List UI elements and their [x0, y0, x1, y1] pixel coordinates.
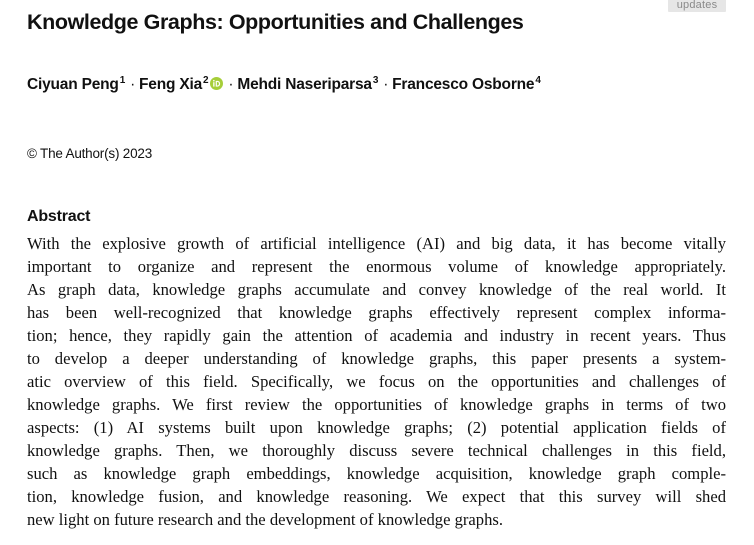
author-affiliation: 3: [372, 75, 379, 86]
check-for-updates-badge[interactable]: [668, 0, 726, 12]
abstract-line: With the explosive growth of artificial intelligence (AI) and big data, it has become vitally: [27, 234, 726, 253]
orcid-icon[interactable]: [210, 76, 223, 89]
abstract-line: knowledge graphs. Then, we thoroughly discuss severe technical challenges in this field,: [27, 441, 726, 460]
author-name[interactable]: Feng Xia: [139, 76, 203, 93]
author-name[interactable]: Francesco Osborne: [392, 76, 535, 93]
paper-title: Knowledge Graphs: Opportunities and Challenges: [27, 10, 524, 34]
abstract-line: aspects: (1) AI systems built upon knowledge graphs; (2) potential application fields of: [27, 418, 726, 437]
abstract-line: has been well-recognized that knowledge graphs effectively represent complex informa-: [27, 303, 726, 322]
abstract-line: such as knowledge graph embeddings, knowledge acquisition, knowledge graph comple-: [27, 464, 726, 483]
abstract-line: tion; hence, they rapidly gain the attention of academia and industry in recent years. Thus: [27, 326, 726, 345]
author-affiliation: 1: [119, 75, 126, 86]
abstract-line: important to organize and represent the enormous volume of knowledge appropriately.: [27, 257, 726, 276]
copyright-notice: © The Author(s) 2023: [27, 146, 153, 161]
abstract-line: to develop a deeper understanding of knowledge graphs, this paper presents a system-: [27, 349, 726, 368]
author-list: [27, 75, 541, 97]
author-separator: ·: [130, 76, 136, 93]
author-name[interactable]: Ciyuan Peng: [27, 76, 119, 93]
author-separator: ·: [228, 76, 234, 93]
abstract-line: atic overview of this field. Specifically, we focus on the opportunities and challenges of: [27, 372, 726, 391]
abstract-text: [27, 232, 726, 531]
abstract-line: tion, knowledge fusion, and knowledge reasoning. We expect that this survey will shed: [27, 487, 726, 506]
author-name[interactable]: Mehdi Naseriparsa: [237, 76, 372, 93]
updates-badge-label: updates: [676, 0, 718, 11]
abstract-line: knowledge graphs. We first review the opportunities of knowledge graphs in terms of two: [27, 395, 726, 414]
author-affiliation: 2: [203, 75, 209, 86]
author-separator: ·: [383, 76, 389, 93]
abstract-line: new light on future research and the development of knowledge graphs.: [27, 510, 503, 529]
author-affiliation: 4: [535, 75, 541, 86]
abstract-heading: Abstract: [27, 208, 91, 225]
abstract-line: As graph data, knowledge graphs accumulate and convey knowledge of the real world. It: [27, 280, 726, 299]
